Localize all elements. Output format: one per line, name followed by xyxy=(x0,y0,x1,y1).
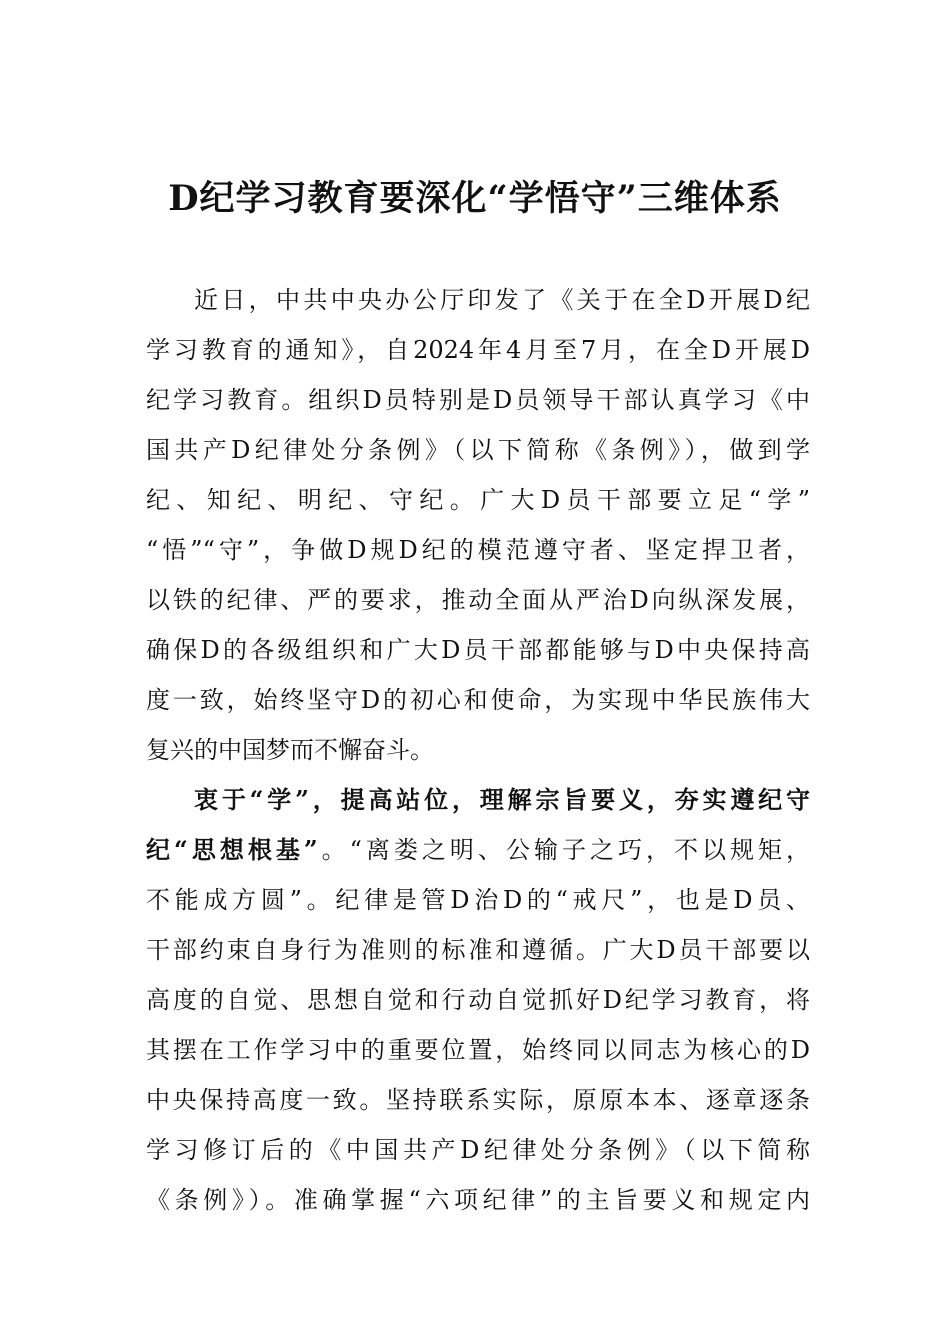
text-line: 其摆在工作学习中的重要位置，始终同以同志为核心的D xyxy=(146,1036,810,1064)
text-line: 高度的自觉、思想自觉和行动自觉抓好D纪学习教育，将 xyxy=(146,986,810,1014)
text-line: 纪、知纪、明纪、守纪。广大D员干部要立足“学” xyxy=(146,486,810,514)
text-line: 中央保持高度一致。坚持联系实际，原原本本、逐章逐条 xyxy=(146,1086,810,1114)
document-title: D纪学习教育要深化“学悟守”三维体系 xyxy=(168,178,782,219)
text-line xyxy=(146,833,810,867)
text-line: 确保D的各级组织和广大D员干部都能够与D中央保持高 xyxy=(146,636,810,664)
text-line: “悟”“守”，争做D规D纪的模范遵守者、坚定捍卫者， xyxy=(146,536,810,564)
text-line: 度一致，始终坚守D的初心和使命，为实现中华民族伟大 xyxy=(146,686,810,714)
text-line: 干部约束自身行为准则的标准和遵循。广大D员干部要以 xyxy=(146,936,810,964)
text-line: 以铁的纪律、严的要求，推动全面从严治D向纵深发展， xyxy=(146,586,810,614)
text-line: 近日，中共中央办公厅印发了《关于在全D开展D纪 xyxy=(194,286,810,314)
text-line: 纪学习教育。组织D员特别是D员领导干部认真学习《中 xyxy=(146,386,810,414)
text-line: 《条例》）。准确掌握“六项纪律”的主旨要义和规定内 xyxy=(146,1186,810,1214)
section-heading-tail: 纪“思想根基” xyxy=(146,835,318,864)
text-line: 国共产D纪律处分条例》（以下简称《条例》），做到学 xyxy=(146,436,810,464)
text-span: 。“离娄之明、公输子之巧，不以规矩， xyxy=(317,836,810,864)
text-line: 学习教育的通知》，自2024年4月至7月，在全D开展D xyxy=(146,336,810,364)
text-line: 不能成方圆”。纪律是管D治D的“戒尺”，也是D员、 xyxy=(146,886,810,914)
section-heading-line: 衷于“学”，提高站位，理解宗旨要义，夯实遵纪守 xyxy=(194,785,810,814)
text-line: 复兴的中国梦而不懈奋斗。 xyxy=(146,736,434,764)
text-line: 学习修订后的《中国共产D纪律处分条例》（以下简称 xyxy=(146,1136,810,1164)
